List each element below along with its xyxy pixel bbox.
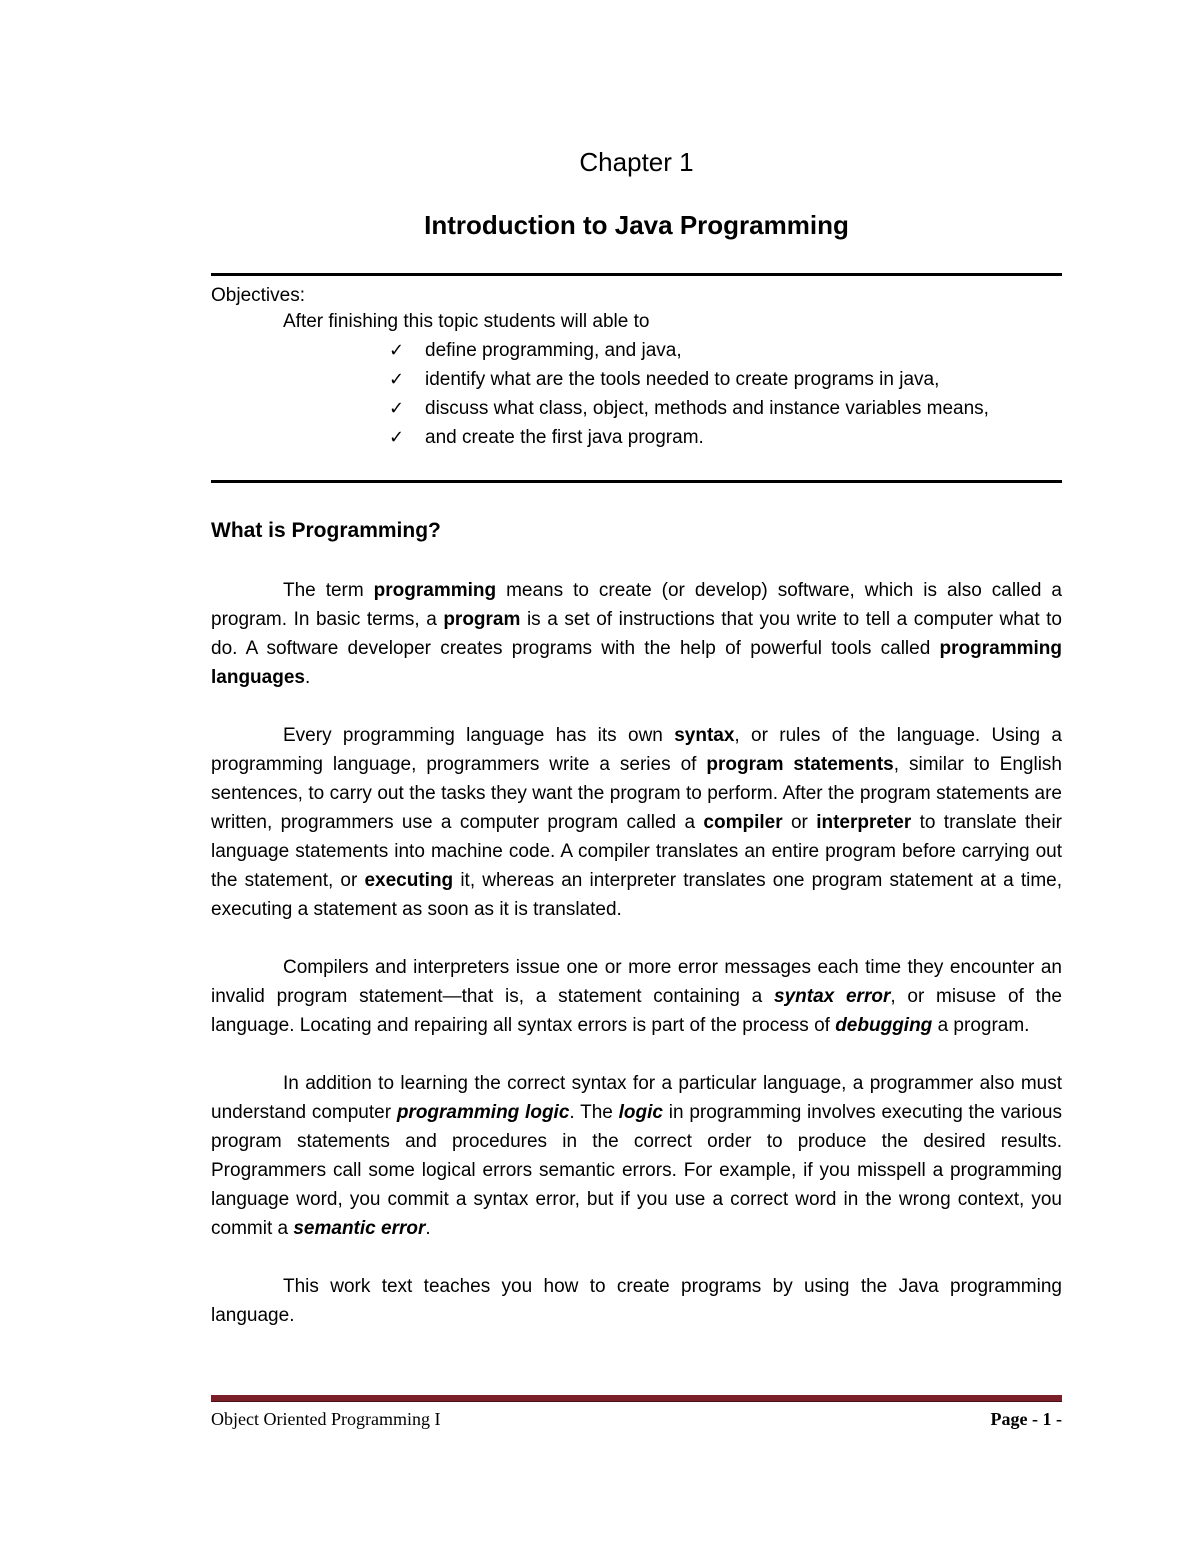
objective-item: ✓ and create the first java program.: [389, 423, 989, 452]
checkmark-icon: ✓: [389, 369, 405, 390]
objectives-label: Objectives:: [211, 285, 305, 306]
chapter-title: Introduction to Java Programming: [424, 210, 849, 240]
objective-item: ✓ define programming, and java,: [389, 336, 989, 365]
document-page: [211, 0, 1062, 1553]
footer-course-title: Object Oriented Programming I: [211, 1409, 441, 1429]
paragraph-2: Every programming language has its own syntax, or rules of the language. Using a programming language, programmers write a series of program statements, similar to English sentences, to carry out the tasks they want the program to perform. After the program statements are written, programmers use a computer program called a compiler or interpreter to translate their language statements into machine code. A compiler translates an entire program before carrying out the statement, or executing it, whereas an interpreter translates one program statement at a time, executing a statement as soon as it is translated.: [211, 725, 1062, 920]
section-body: [211, 576, 1062, 1359]
checkmark-icon: ✓: [389, 340, 405, 361]
objectives-list: [389, 336, 989, 452]
section-heading: What is Programming?: [211, 519, 441, 542]
objective-item: ✓ discuss what class, object, methods and instance variables means,: [389, 394, 989, 423]
checkmark-icon: ✓: [389, 427, 405, 448]
objective-item: ✓ identify what are the tools needed to create programs in java,: [389, 365, 989, 394]
footer-rule: [211, 1395, 1062, 1402]
paragraph-1: The term programming means to create (or develop) software, which is also called a program. In basic terms, a program is a set of instructions that you write to tell a computer what to do. A software developer creates programs with the help of powerful tools called programming languages.: [211, 580, 1062, 688]
chapter-label: Chapter 1: [579, 147, 694, 177]
footer-page-number: Page - 1 -: [990, 1409, 1062, 1429]
paragraph-5: This work text teaches you how to create programs by using the Java programming language.: [211, 1276, 1062, 1326]
checkmark-icon: ✓: [389, 398, 405, 419]
objectives-top-rule: [211, 273, 1062, 276]
objectives-bottom-rule: [211, 480, 1062, 483]
paragraph-3: Compilers and interpreters issue one or more error messages each time they encounter an invalid program statement—that is, a statement containing a syntax error, or misuse of the language. Locating and repairing all syntax errors is part of the process of debugging a program.: [211, 957, 1063, 1036]
paragraph-4: In addition to learning the correct syntax for a particular language, a programmer also must understand computer programming logic. The logic in programming involves executing the various program statements and procedures in the correct order to produce the desired results. Programmers call some logical errors semantic errors. For example, if you misspell a programming language word, you commit a syntax error, but if you use a correct word in the wrong context, you commit a semantic error.: [211, 1073, 1062, 1239]
objectives-intro: After finishing this topic students will able to: [283, 311, 650, 332]
